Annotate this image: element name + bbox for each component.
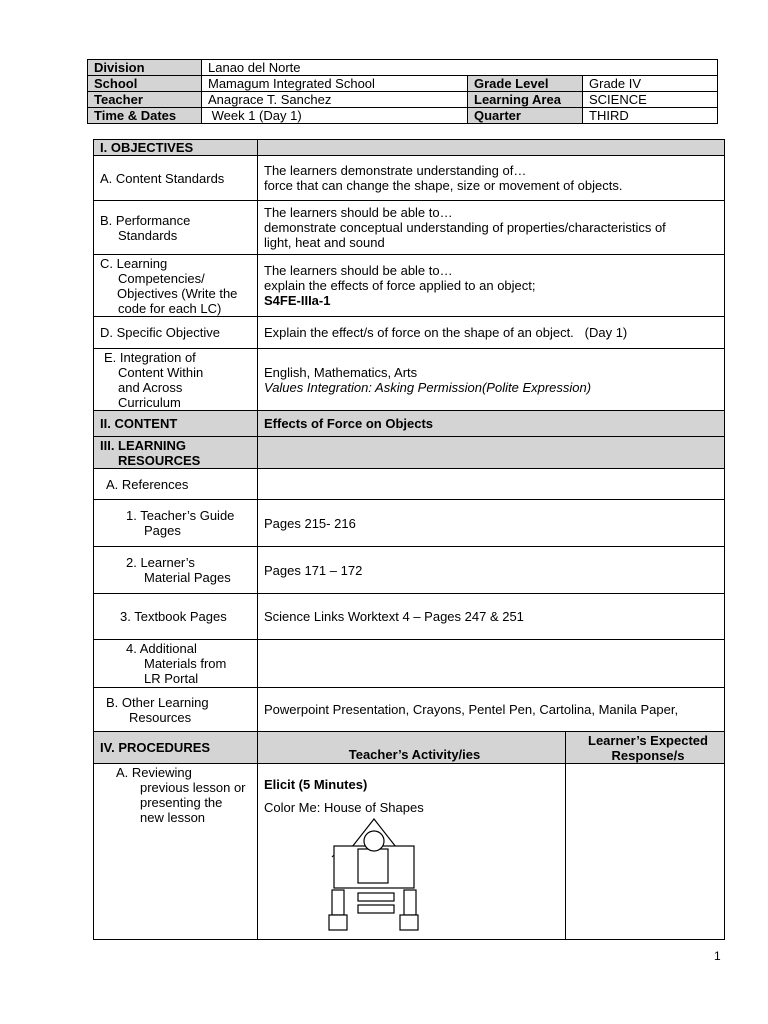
color-me-text: Color Me: House of Shapes — [264, 800, 424, 815]
teacher-activity-heading: Teacher’s Activity/ies — [258, 732, 566, 764]
specific-objective-value: Explain the effect/s of force on the shape of an object. (Day 1) — [258, 317, 725, 349]
textbook-pages-value: Science Links Worktext 4 – Pages 247 & 251 — [258, 594, 725, 640]
performance-standards-label: B. Performance Standards — [94, 201, 258, 255]
learning-area-value: SCIENCE — [583, 92, 718, 108]
textbook-pages-label: 3. Textbook Pages — [94, 594, 258, 640]
content-standards-value: The learners demonstrate understanding of… force that can change the shape, size or movement of objects. — [258, 156, 725, 201]
school-value: Mamagum Integrated School — [202, 76, 468, 92]
elicit-text: Elicit (5 Minutes) — [264, 777, 368, 792]
middle-bar-bottom — [358, 905, 394, 913]
teachers-guide-label: 1. Teacher’s Guide Pages — [94, 500, 258, 547]
header-table — [87, 59, 718, 124]
content-value: Effects of Force on Objects — [258, 411, 725, 437]
specific-objective-label: D. Specific Objective — [94, 317, 258, 349]
quarter-label: Quarter — [468, 108, 583, 124]
teacher-label: Teacher — [88, 92, 202, 108]
references-label: A. References — [94, 469, 258, 500]
learning-resources-heading: III. LEARNING RESOURCES — [94, 437, 258, 469]
time-dates-value: Week 1 (Day 1) — [202, 108, 468, 124]
learner-response-heading: Learner’s Expected Response/s — [566, 732, 725, 764]
other-resources-value: Powerpoint Presentation, Crayons, Pentel Pen, Cartolina, Manila Paper, — [258, 688, 725, 732]
teachers-guide-value: Pages 215- 216 — [258, 500, 725, 547]
left-leg — [332, 890, 344, 915]
content-standards-label: A. Content Standards — [94, 156, 258, 201]
learning-area-label: Learning Area — [468, 92, 583, 108]
integration-label: E. Integration of Content Within and Across Curriculum — [94, 349, 258, 411]
additional-materials-label: 4. Additional Materials from LR Portal — [94, 640, 258, 688]
learning-competencies-value: The learners should be able to… explain the effects of force applied to an object; S4FE-IIIa-1 — [258, 255, 725, 317]
teacher-value: Anagrace T. Sanchez — [202, 92, 468, 108]
learners-material-value: Pages 171 – 172 — [258, 547, 725, 594]
middle-bar-top — [358, 893, 394, 901]
learner-response-cell — [566, 764, 725, 940]
house-of-shapes-figure — [320, 815, 430, 935]
head-circle — [364, 831, 384, 851]
procedures-heading: IV. PROCEDURES — [94, 732, 258, 764]
performance-standards-value: The learners should be able to… demonstrate conceptual understanding of properties/characteristics of light, heat and sound — [258, 201, 725, 255]
grade-level-value: Grade IV — [583, 76, 718, 92]
grade-level-label: Grade Level — [468, 76, 583, 92]
integration-value: English, Mathematics, Arts Values Integration: Asking Permission(Polite Expression) — [258, 349, 725, 411]
school-label: School — [88, 76, 202, 92]
review-lesson-label: A. Reviewing previous lesson or presenting the new lesson — [94, 764, 258, 940]
objectives-heading: I. OBJECTIVES — [94, 140, 258, 156]
other-resources-label: B. Other Learning Resources — [94, 688, 258, 732]
right-foot — [400, 915, 418, 930]
competency-code: S4FE-IIIa-1 — [264, 293, 331, 308]
page-number: 1 — [714, 949, 721, 963]
learning-competencies-label: C. Learning Competencies/ Objectives (Write the code for each LC) — [94, 255, 258, 317]
head-rectangle — [358, 849, 388, 883]
division-value: Lanao del Norte — [202, 60, 718, 76]
learners-material-label: 2. Learner’s Material Pages — [94, 547, 258, 594]
left-foot — [329, 915, 347, 930]
right-leg — [404, 890, 416, 915]
content-heading: II. CONTENT — [94, 411, 258, 437]
quarter-value: THIRD — [583, 108, 718, 124]
time-dates-label: Time & Dates — [88, 108, 202, 124]
division-label: Division — [88, 60, 202, 76]
